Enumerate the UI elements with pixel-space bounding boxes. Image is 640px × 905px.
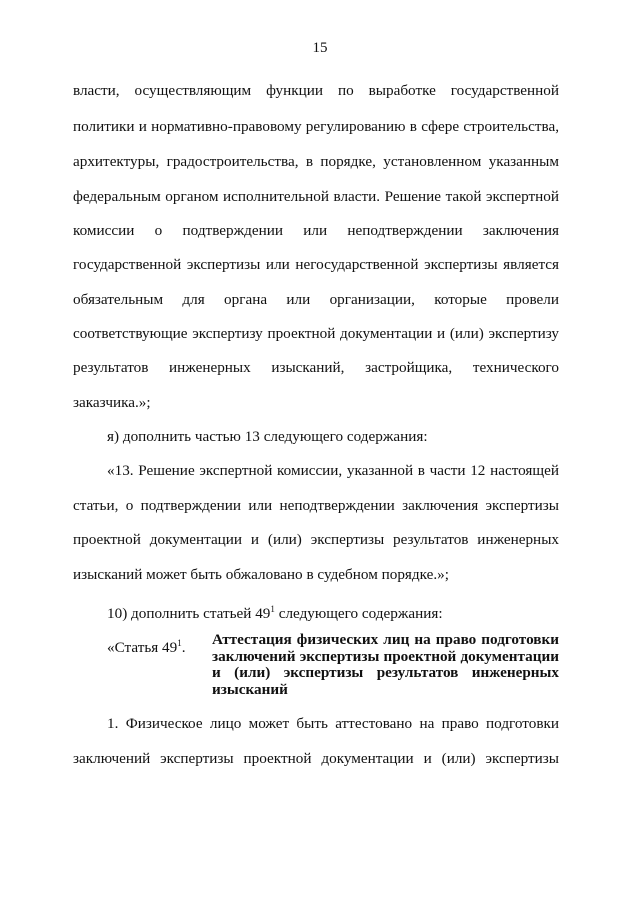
page-number: 15	[312, 40, 328, 56]
item-10-prefix: 10) дополнить статьей 49	[107, 605, 271, 622]
article-title	[212, 632, 559, 698]
article-label	[107, 634, 186, 657]
text-line: архитектуры, градостроительства, в порядке, установленном указанным	[73, 153, 559, 170]
article-title-line: Аттестация физических лиц на право подготовки	[212, 631, 559, 648]
text-line: власти, осуществляющим функции по выработке государственной	[73, 82, 559, 99]
article-label-suffix: .	[181, 639, 186, 656]
text-line: статьи, о подтверждении или неподтверждении заключения экспертизы	[73, 497, 559, 514]
article-title-line: изысканий	[212, 680, 288, 698]
text-line: проектной документации и (или) экспертизы результатов инженерных	[73, 531, 559, 548]
text-line: «13. Решение экспертной комиссии, указанной в части 12 настоящей	[107, 462, 559, 479]
text-line: соответствующие экспертизу проектной документации и (или) экспертизу	[73, 325, 559, 342]
text-line: федеральным органом исполнительной власти. Решение такой экспертной	[73, 188, 559, 205]
text-line: результатов инженерных изысканий, застройщика, технического	[73, 359, 559, 376]
text-line: я) дополнить частью 13 следующего содержания:	[107, 428, 428, 445]
item-10-sup: 1	[270, 604, 275, 614]
text-line: государственной экспертизы или негосударственной экспертизы является	[73, 256, 559, 273]
article-label-sup: 1	[177, 638, 182, 648]
text-line: обязательным для органа или организации, которые провели	[73, 291, 559, 308]
text-line: заключений экспертизы проектной документации и (или) экспертизы	[73, 750, 559, 767]
item-10-line	[107, 600, 443, 623]
text-line: заказчика.»;	[73, 394, 151, 411]
article-title-line: заключений экспертизы проектной документации	[212, 647, 559, 665]
text-line: 1. Физическое лицо может быть аттестовано на право подготовки	[107, 715, 559, 732]
article-label-prefix: «Статья 49	[107, 639, 178, 656]
article-title-line: и (или) экспертизы результатов инженерных	[212, 664, 559, 682]
text-line: изысканий может быть обжаловано в судебном порядке.»;	[73, 566, 449, 583]
text-line: комиссии о подтверждении или неподтверждении заключения	[73, 222, 559, 239]
item-10-suffix: следующего содержания:	[274, 605, 443, 622]
text-line: политики и нормативно-правовому регулированию в сфере строительства,	[73, 118, 559, 135]
